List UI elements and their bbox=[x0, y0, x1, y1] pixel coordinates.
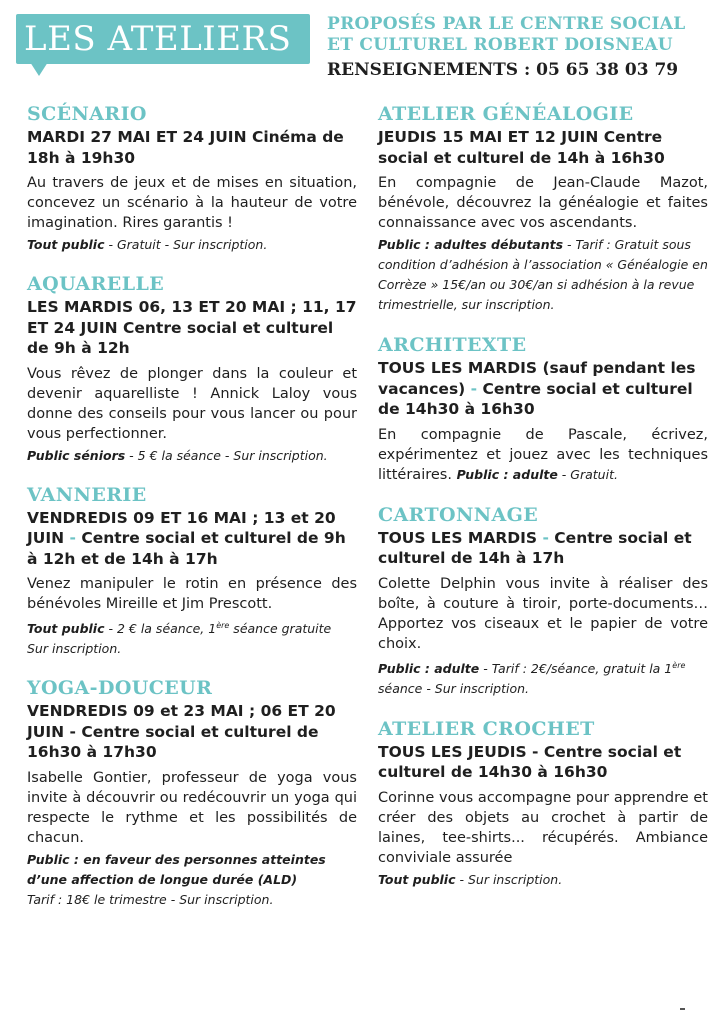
section-architexte bbox=[378, 333, 708, 485]
info-line-2: séance - Sur inscription. bbox=[378, 680, 530, 696]
info-line-2: Tarif : 18€ le trimestre - Sur inscription. bbox=[27, 891, 274, 907]
info-text: - Gratuit - Sur inscription. bbox=[104, 237, 268, 252]
section-title: AQUARELLE bbox=[27, 273, 165, 295]
section-title: ARCHITEXTE bbox=[378, 334, 527, 356]
info-line-2: Sur inscription. bbox=[27, 641, 122, 657]
audience-label: Public : adultes débutants bbox=[378, 237, 564, 252]
info-text-2: séance gratuite bbox=[229, 621, 332, 637]
right-column bbox=[378, 102, 708, 908]
audience-label: Public : en faveur des personnes atteintes d’une affection de longue durée (ALD) bbox=[27, 851, 326, 887]
section-title: YOGA-DOUCEUR bbox=[27, 677, 213, 700]
section-scenario bbox=[27, 102, 357, 255]
section-info bbox=[27, 850, 357, 910]
section-description: Colette Delphin vous invite à réaliser des boîte, à couture à tiroir, porte-documents… Apportez vos ciseaux et le papier de votre choix. bbox=[378, 575, 708, 652]
section-description: Isabelle Gontier, professeur de yoga vous invite à découvrir ou redécouvrir un yoga qui respecte le rythme et les possibilités de chacun. bbox=[27, 769, 357, 846]
audience-label: Public : adulte bbox=[378, 660, 480, 676]
audience-label: Public : adulte bbox=[456, 466, 558, 482]
audience-label: Public séniors bbox=[27, 447, 126, 463]
section-title: VANNERIE bbox=[27, 483, 147, 506]
schedule-dates: TOUS LES MARDIS (sauf pendant les vacances) bbox=[378, 359, 696, 398]
section-title: CARTONNAGE bbox=[378, 503, 539, 526]
info-superscript: ère bbox=[216, 621, 230, 630]
page-title: LES ATELIERS bbox=[24, 19, 292, 59]
schedule-place: Centre social et culturel de 9h à 12h et de 14h à 17h bbox=[27, 529, 346, 568]
section-description: Corinne vous accompagne pour apprendre et créer des objets au crochet à partir de laines, tee-shirts... récupérés. Ambiance conviviale assurée bbox=[378, 789, 708, 866]
section-crochet bbox=[378, 717, 708, 890]
section-aquarelle bbox=[27, 272, 357, 466]
schedule-dates: TOUS LES MARDIS bbox=[378, 528, 543, 547]
section-info bbox=[378, 870, 708, 890]
section-description: Au travers de jeux et de mises en situation, concevez un scénario à la hauteur de votre imagination. Rires garantis ! bbox=[27, 175, 357, 231]
section-schedule: TOUS LES JEUDIS - Centre social et culturel de 14h30 à 16h30 bbox=[378, 742, 682, 782]
section-title: ATELIER GÉNÉALOGIE bbox=[378, 103, 634, 125]
info-text: - 5 € la séance - Sur inscription. bbox=[125, 447, 328, 463]
section-schedule bbox=[378, 528, 708, 569]
info-text: - Gratuit. bbox=[557, 466, 618, 482]
page-mark bbox=[680, 1008, 685, 1010]
section-schedule: MARDI 27 MAI ET 24 JUIN Cinéma de 18h à 19h30 bbox=[27, 128, 344, 167]
section-vannerie bbox=[27, 483, 357, 660]
subtitle-line-2: ET CULTUREL ROBERT DOISNEAU bbox=[327, 35, 673, 55]
left-column bbox=[27, 102, 357, 927]
description-text: En compagnie de Pascale, écrivez, expérimentez et jouez avec les techniques littéraires. bbox=[378, 426, 708, 483]
schedule-dash: - bbox=[69, 529, 76, 547]
info-superscript: ère bbox=[672, 660, 686, 670]
audience-label: Tout public bbox=[378, 871, 456, 887]
section-cartonnage bbox=[378, 503, 708, 699]
section-schedule bbox=[378, 358, 708, 420]
section-schedule: LES MARDIS 06, 13 ET 20 MAI ; 11, 17 ET 24 JUIN Centre social et culturel de 9h à 12h bbox=[27, 298, 357, 357]
section-description bbox=[378, 425, 708, 485]
audience-label: Tout public bbox=[27, 621, 105, 637]
section-schedule bbox=[27, 508, 357, 570]
schedule-place: Centre social et culturel de 14h à 17h bbox=[378, 528, 692, 567]
section-title: ATELIER CROCHET bbox=[378, 717, 595, 740]
schedule-dash: - bbox=[542, 528, 549, 547]
section-schedule: VENDREDIS 09 et 23 MAI ; 06 ET 20 JUIN - Centre social et culturel de 16h30 à 17h30 bbox=[27, 702, 336, 762]
section-info bbox=[27, 446, 357, 466]
section-yoga bbox=[27, 676, 357, 910]
info-text: - Tarif : 2€/séance, gratuit la 1 bbox=[479, 660, 673, 676]
section-schedule: JEUDIS 15 MAI ET 12 JUIN Centre social et culturel de 14h à 16h30 bbox=[378, 128, 665, 167]
section-info bbox=[378, 235, 708, 315]
subtitle-line-1: PROPOSÉS PAR LE CENTRE SOCIAL bbox=[327, 14, 686, 34]
section-info bbox=[457, 467, 618, 482]
audience-label: Tout public bbox=[27, 237, 105, 252]
section-description: Vous rêvez de plonger dans la couleur et devenir aquarelliste ! Annick Laloy vous donne des conseils pour vous lancer ou pour vous perfectionner. bbox=[27, 365, 357, 442]
schedule-dates: VENDREDIS 09 ET 16 MAI ; 13 et 20 JUIN bbox=[27, 508, 336, 547]
info-text: - Tarif : Gratuit sous condition d’adhésion à l’association « Généalogie en Corrèze » 15€/an ou 30€/an si adhésion à la revue trimestrielle, sur inscription. bbox=[378, 237, 708, 312]
header-subtitle bbox=[327, 14, 717, 56]
section-title: SCÉNARIO bbox=[27, 103, 147, 125]
info-text: - 2 € la séance, 1 bbox=[104, 621, 217, 637]
section-description: Venez manipuler le rotin en présence des bénévoles Mireille et Jim Prescott. bbox=[27, 576, 357, 612]
section-genealogie bbox=[378, 102, 708, 315]
section-info bbox=[27, 235, 357, 255]
contact-phone: RENSEIGNEMENTS : 05 65 38 03 79 bbox=[327, 60, 679, 80]
info-text: - Sur inscription. bbox=[455, 871, 563, 887]
schedule-dash: - bbox=[470, 379, 478, 398]
section-info bbox=[378, 656, 708, 699]
section-description: En compagnie de Jean-Claude Mazot, bénévole, découvrez la généalogie et faites connaissance avec vos ascendants. bbox=[378, 175, 708, 231]
section-info bbox=[27, 616, 357, 659]
schedule-place: Centre social et culturel de 14h30 à 16h30 bbox=[378, 379, 693, 418]
